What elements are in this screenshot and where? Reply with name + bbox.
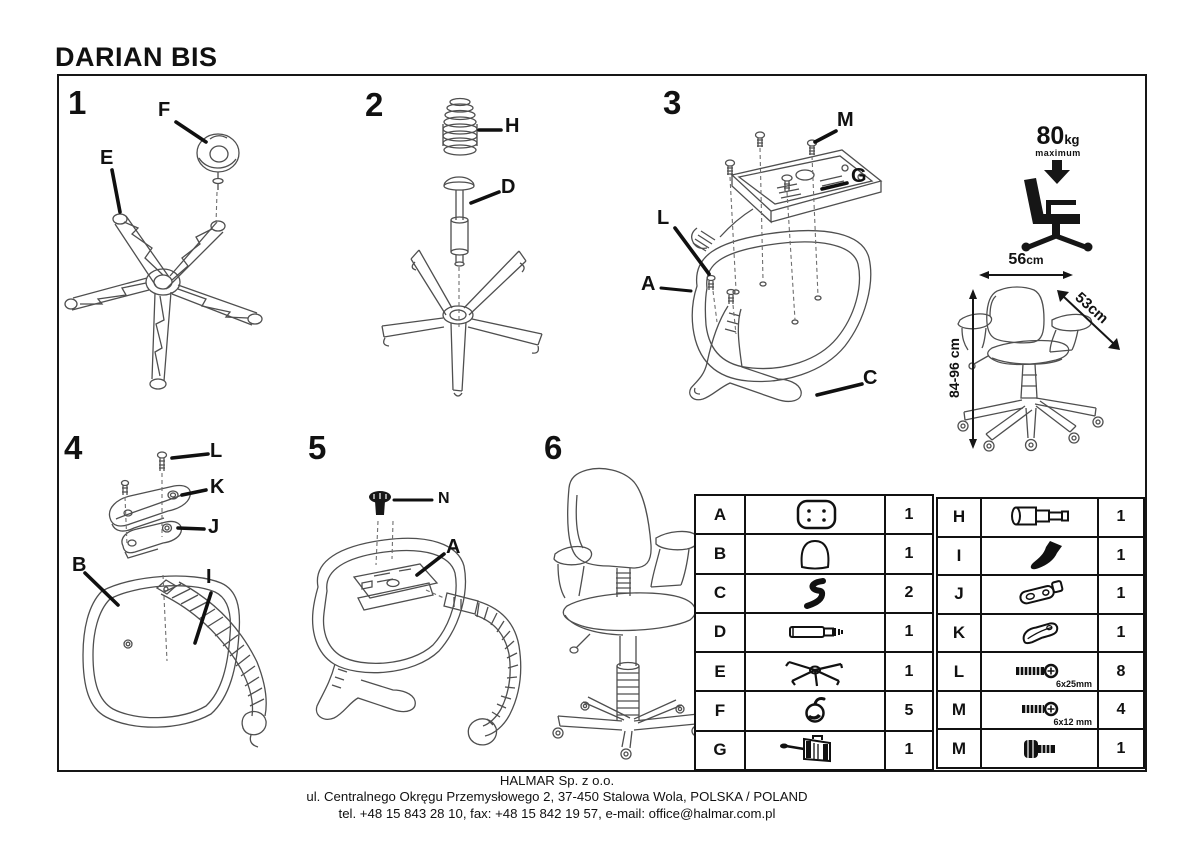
part-qty: 1 <box>904 662 914 680</box>
label-D: D <box>501 176 516 198</box>
step-2-number: 2 <box>365 86 384 123</box>
table-row <box>938 499 1143 538</box>
step-1-number: 1 <box>68 84 87 121</box>
part-letter: J <box>938 576 982 613</box>
step-2 <box>345 82 600 420</box>
backrest-icon <box>746 535 886 572</box>
table-row <box>938 653 1143 692</box>
part-letter: D <box>696 614 746 651</box>
table-row <box>696 496 932 535</box>
label-B: B <box>72 554 87 576</box>
table-row <box>938 615 1143 654</box>
table-row <box>696 653 932 692</box>
width-value: 56 <box>1008 251 1027 268</box>
table-row <box>938 692 1143 731</box>
part-qty: 1 <box>1116 546 1126 564</box>
label-K: K <box>210 476 225 498</box>
part-qty: 1 <box>1116 508 1126 526</box>
part-qty: 1 <box>904 505 914 523</box>
label-F: F <box>158 99 171 121</box>
seat-assembly-drawing <box>298 425 538 765</box>
part-qty: 1 <box>904 741 914 759</box>
footer-contact: tel. +48 15 843 28 10, fax: +48 15 842 19 57, e-mail: office@halmar.com.pl <box>338 805 776 821</box>
label-C: C <box>863 367 878 389</box>
part-qty: 5 <box>904 702 914 720</box>
parts-table-right <box>936 497 1145 769</box>
label-I: I <box>206 566 212 588</box>
part-qty: 1 <box>1116 585 1126 603</box>
footer <box>57 773 1057 822</box>
max-weight-unit: kg <box>1064 132 1080 147</box>
table-row <box>938 576 1143 615</box>
part-qty: 1 <box>1116 624 1126 642</box>
armrest-icon <box>746 575 886 612</box>
width-dimension-label <box>978 252 1074 268</box>
label-L: L <box>210 440 223 462</box>
depth-arrow <box>1052 286 1127 358</box>
back-support-icon <box>982 538 1099 575</box>
width-unit: cm <box>1026 253 1044 267</box>
step-6-number: 6 <box>544 429 563 466</box>
gas-lift-icon <box>746 614 886 651</box>
screw-size-label: 6x25mm <box>1055 678 1092 689</box>
knob-bolt-icon <box>982 730 1099 767</box>
bracket-icon <box>982 615 1099 652</box>
backrest-brackets-drawing <box>60 425 310 765</box>
step-3 <box>635 82 940 420</box>
screw-icon <box>982 692 1099 729</box>
label-M: M <box>837 109 854 131</box>
footer-address: ul. Centralnego Okręgu Przemysłowego 2, 37-450 Stalowa Wola, POLSKA / POLAND <box>306 789 808 805</box>
screw-icon <box>982 653 1099 690</box>
depth-dimension-label: 53cm <box>1071 289 1112 328</box>
part-letter: G <box>696 732 746 769</box>
max-weight-block <box>1002 124 1114 252</box>
screw-size-label: 6x12 mm <box>1053 717 1092 728</box>
table-row <box>696 732 932 769</box>
label-J: J <box>208 516 220 538</box>
part-letter: K <box>938 615 982 652</box>
step-4-number: 4 <box>64 429 83 466</box>
table-row <box>696 535 932 574</box>
step-5-number: 5 <box>308 429 327 466</box>
mechanism-seat-drawing <box>635 82 940 420</box>
height-dimension-label: 84-96 cm <box>946 338 962 398</box>
part-letter: I <box>938 538 982 575</box>
seat-icon <box>746 496 886 533</box>
part-qty: 1 <box>1116 739 1126 757</box>
footer-company: HALMAR Sp. z o.o. <box>499 773 615 788</box>
part-letter: A <box>696 496 746 533</box>
star-base-caster-drawing <box>60 82 350 420</box>
max-weight-note: maximum <box>1035 148 1081 158</box>
table-row <box>938 538 1143 577</box>
max-weight-value: 80 <box>1036 122 1065 150</box>
part-letter: B <box>696 535 746 572</box>
part-letter: E <box>696 653 746 690</box>
mechanism-icon <box>746 732 886 769</box>
label-G: G <box>851 165 867 187</box>
height-arrow <box>966 288 980 450</box>
label-A: A <box>641 273 656 295</box>
label-N: N <box>438 490 450 507</box>
label-H: H <box>505 115 520 137</box>
part-letter: M <box>938 730 982 767</box>
part-qty: 4 <box>1116 701 1126 719</box>
parts-table-left <box>694 494 934 771</box>
part-qty: 1 <box>904 623 914 641</box>
step-4 <box>60 425 310 765</box>
part-letter: F <box>696 692 746 729</box>
part-qty: 2 <box>904 584 914 602</box>
table-row <box>696 692 932 731</box>
part-letter: M <box>938 692 982 729</box>
step-3-number: 3 <box>663 84 682 121</box>
table-row <box>938 730 1143 767</box>
table-row <box>696 575 932 614</box>
chair-silhouette-icon <box>1002 160 1114 252</box>
part-qty: 8 <box>1116 662 1126 680</box>
label-L: L <box>657 207 670 229</box>
gas-lift-base-drawing <box>345 82 600 420</box>
step-5 <box>298 425 538 765</box>
telescopic-cover-icon <box>982 499 1099 536</box>
part-letter: C <box>696 575 746 612</box>
part-qty: 1 <box>904 544 914 562</box>
page-title: DARIAN BIS <box>55 42 218 72</box>
star-base-icon <box>746 653 886 690</box>
link-plate-icon <box>982 576 1099 613</box>
part-letter: L <box>938 653 982 690</box>
label-A: A <box>446 536 461 558</box>
label-E: E <box>100 147 114 169</box>
caster-icon <box>746 692 886 729</box>
step-1 <box>60 82 350 420</box>
table-row <box>696 614 932 653</box>
part-letter: H <box>938 499 982 536</box>
